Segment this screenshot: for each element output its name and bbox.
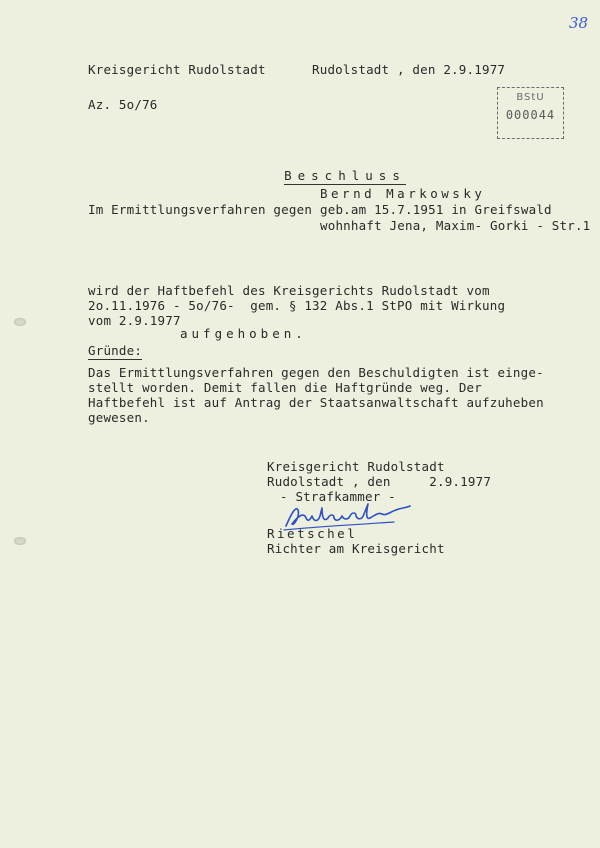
punch-hole — [14, 318, 26, 326]
reasons-line: stellt worden. Demit fallen die Haftgründe weg. Der — [88, 380, 483, 395]
header-place-date: Rudolstadt , den 2.9.1977 — [312, 62, 506, 77]
reasons-line: gewesen. — [88, 410, 150, 425]
reasons-heading-text: Gründe: — [88, 343, 143, 358]
header-court: Kreisgericht Rudolstadt — [88, 62, 266, 77]
archive-stamp — [497, 87, 564, 139]
title-text: Beschluss — [284, 168, 406, 183]
defendant-name — [320, 186, 485, 201]
closing-place-date: Rudolstadt , den 2.9.1977 — [267, 474, 492, 489]
decision-line-2: 2o.11.1976 - 5o/76- gem. § 132 Abs.1 StPO mit Wirkung — [88, 298, 506, 313]
proceedings-intro: Im Ermittlungsverfahren gegen — [88, 202, 313, 217]
judge-name — [267, 526, 357, 541]
defendant-name-text: Bernd Markowsky — [320, 186, 486, 201]
stamp-number: 000044 — [505, 108, 556, 122]
stamp-label: BStU — [516, 92, 545, 103]
reasons-line: Haftbefehl ist auf Antrag der Staatsanwaltschaft aufzuheben — [88, 395, 544, 410]
defendant-residence: wohnhaft Jena, Maxim- Gorki - Str.1 — [320, 218, 591, 233]
decision-line-1: wird der Haftbefehl des Kreisgerichts Rudolstadt vom — [88, 283, 490, 298]
reasons-line: Das Ermittlungsverfahren gegen den Beschuldigten ist einge- — [88, 365, 544, 380]
decision-line-3: vom 2.9.1977 — [88, 313, 181, 328]
closing-chamber: - Strafkammer - — [280, 489, 396, 504]
judge-name-text: Rietschel — [267, 526, 358, 541]
decision-line-4 — [180, 326, 307, 341]
judge-title: Richter am Kreisgericht — [267, 541, 445, 556]
reasons-heading — [88, 343, 142, 358]
punch-hole — [14, 537, 26, 545]
file-reference: Az. 5o/76 — [88, 97, 158, 112]
closing-court: Kreisgericht Rudolstadt — [267, 459, 445, 474]
decision-aufgehoben: aufgehoben. — [180, 326, 307, 341]
defendant-birth: geb.am 15.7.1951 in Greifswald — [320, 202, 552, 217]
page-number: 38 — [569, 14, 589, 32]
